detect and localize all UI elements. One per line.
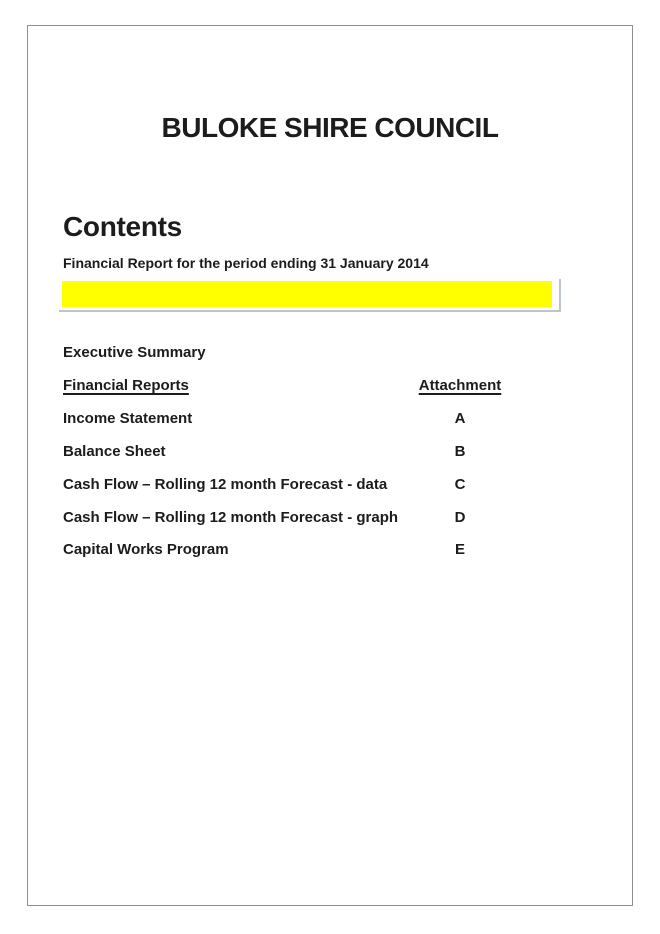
executive-summary-label: Executive Summary (63, 344, 206, 361)
report-period-subtitle: Financial Report for the period ending 31 January 2014 (63, 255, 429, 271)
attachment-column-header: Attachment (418, 377, 502, 394)
attachment-letter: B (454, 443, 466, 460)
report-label: Cash Flow – Rolling 12 month Forecast - data (63, 476, 388, 493)
report-label: Capital Works Program (63, 541, 229, 558)
attachment-letter: E (454, 541, 465, 558)
attachment-letter: C (454, 476, 466, 493)
highlighted-textbox-frame (59, 279, 561, 312)
financial-reports-column-header: Financial Reports (63, 377, 189, 394)
attachment-letter: A (454, 410, 466, 427)
report-label: Balance Sheet (63, 443, 166, 460)
contents-heading: Contents (63, 211, 182, 242)
document-page (27, 25, 633, 906)
council-title: BULOKE SHIRE COUNCIL (161, 112, 499, 143)
yellow-highlight-bar[interactable] (62, 281, 552, 307)
report-label: Income Statement (63, 410, 193, 427)
report-label: Cash Flow – Rolling 12 month Forecast - graph (63, 509, 399, 526)
attachment-letter: D (454, 509, 466, 526)
